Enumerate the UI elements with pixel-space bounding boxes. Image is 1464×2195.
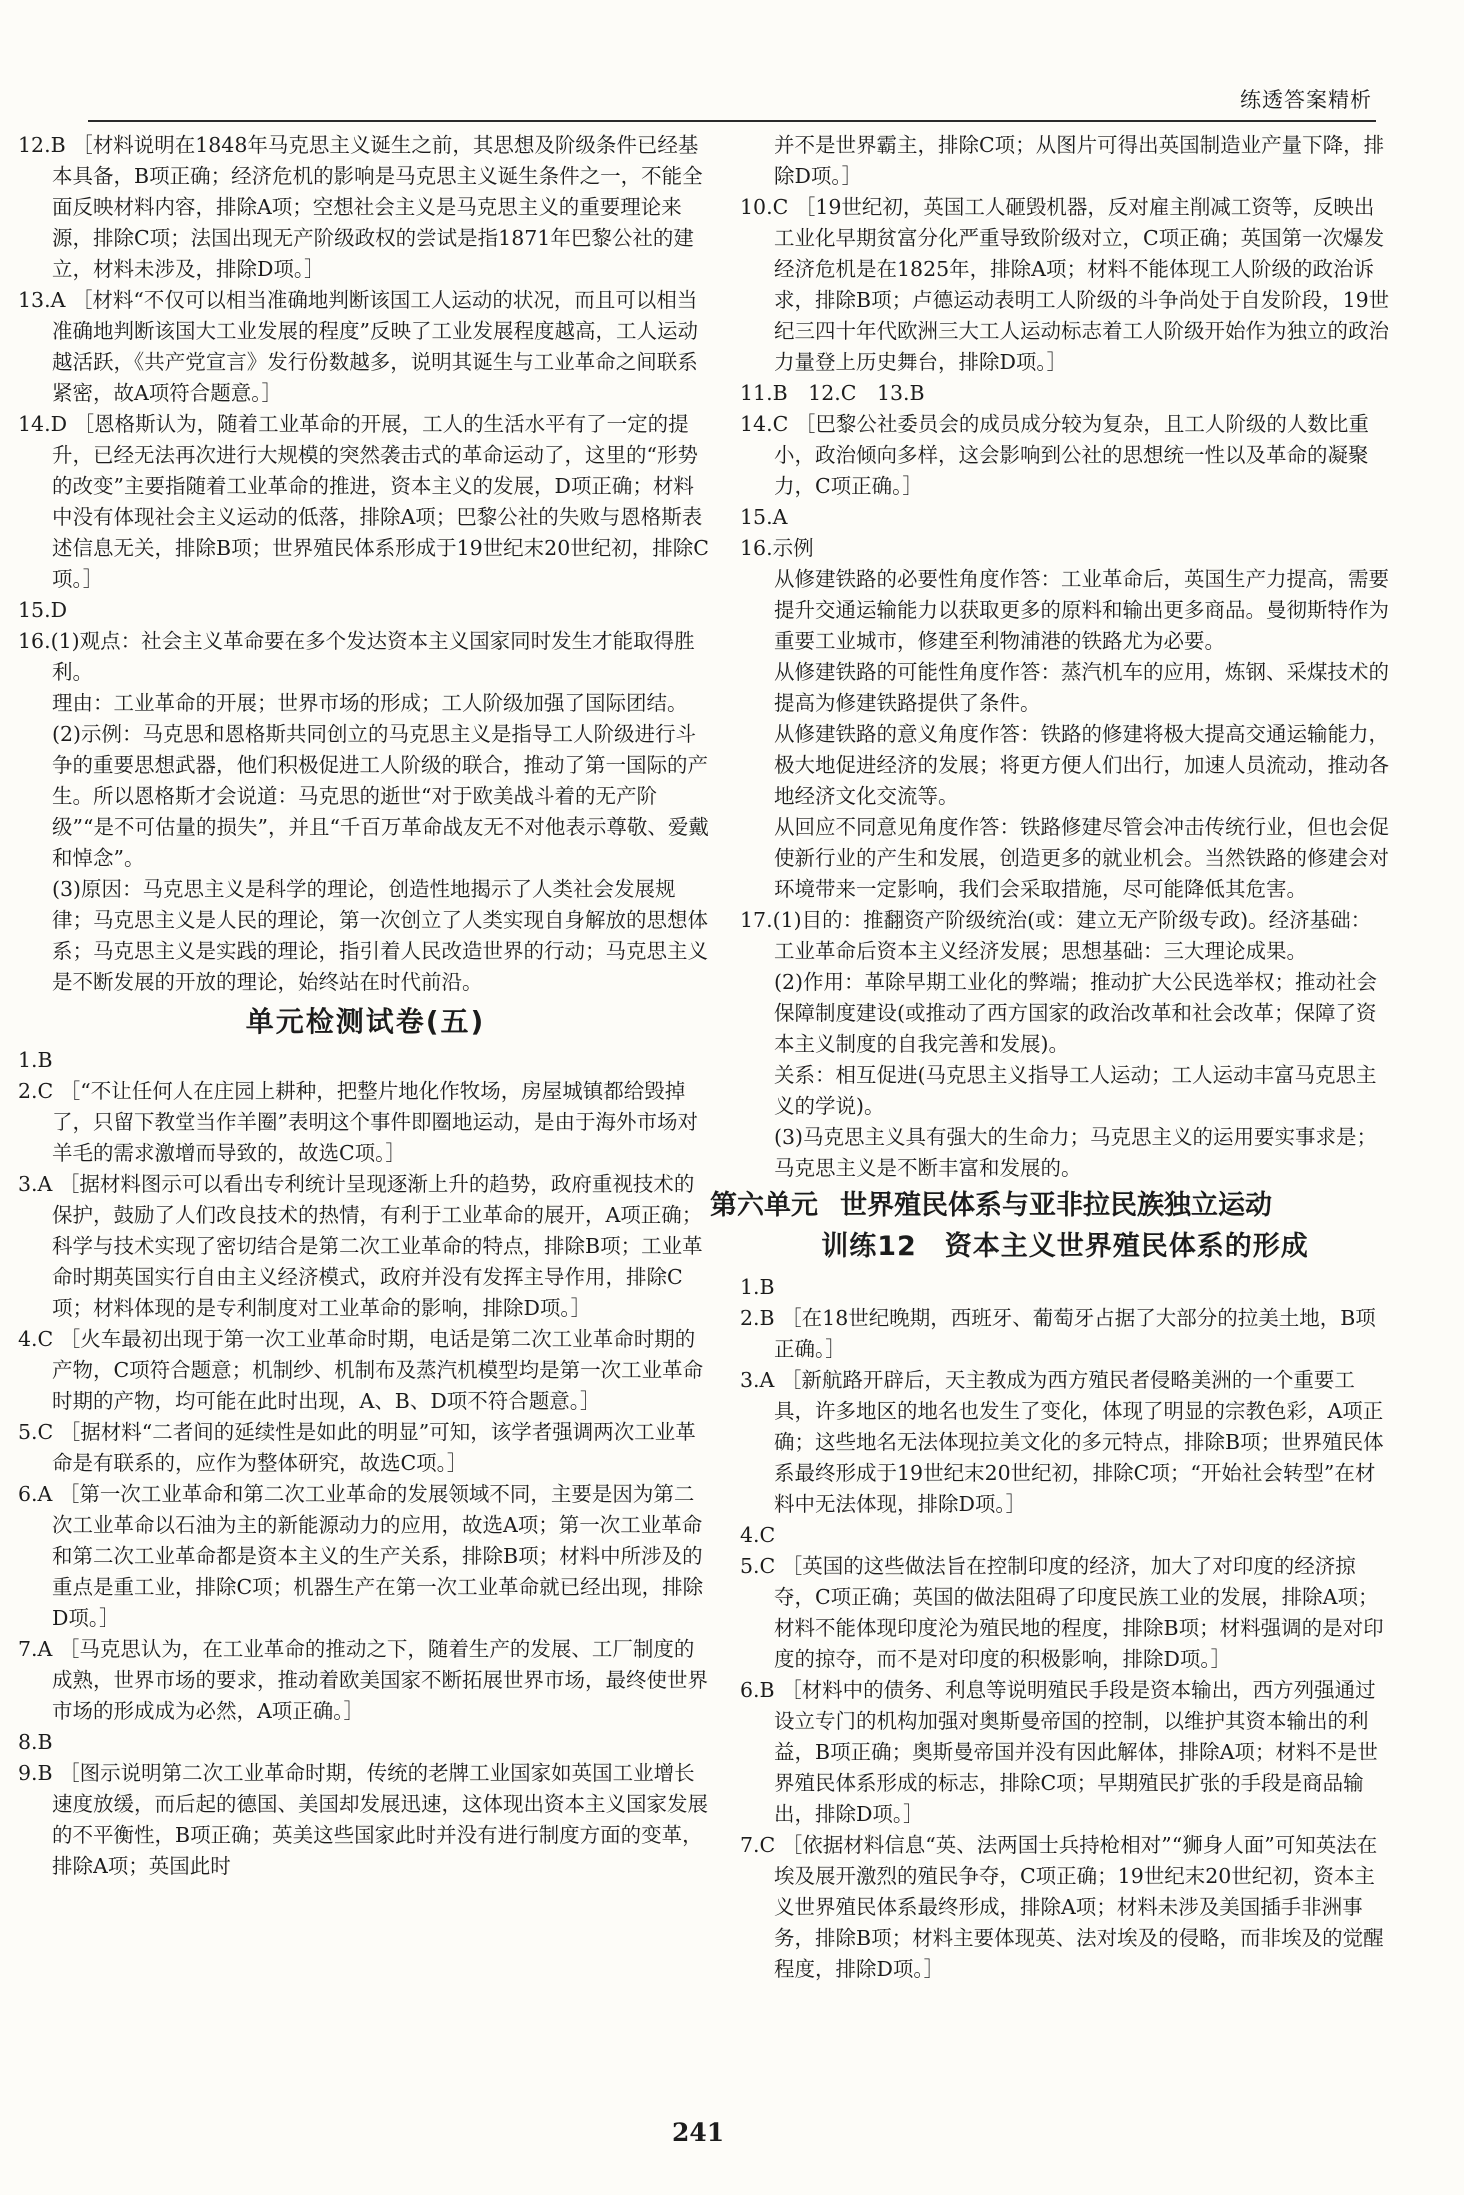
unit-answer-16-p2: 从修建铁路的可能性角度作答：蒸汽机车的应用，炼钢、采煤技术的提高为修建铁路提供了条件。 bbox=[774, 660, 1389, 715]
unit-answer-4: 4.C ［火车最初出现于第一次工业革命时期，电话是第二次工业革命时期的产物，C项符合题意；机制纱、机制布及蒸汽机模型均是第一次工业革命时期的产物，均可能在此时出现，A、B、D项不符合题意。］ bbox=[18, 1327, 704, 1413]
answer-16-reason: 理由：工业革命的开展；世界市场的形成；工人阶级加强了国际团结。 bbox=[52, 691, 688, 715]
unit-answer-10: 10.C ［19世纪初，英国工人砸毁机器，反对雇主削减工资等，反映出工业化早期贫富分化严重导致阶级对立，C项正确；英国第一次爆发经济危机是在1825年，排除A项；材料不能体现工人阶级的政治诉求，排除B项；卢德运动表明工人阶级的斗争尚处于自发阶段，19世纪三四十年代欧洲三大工人运动标志着工人阶级开始作为独立的政治力量登上历史舞台，排除D项。］ bbox=[740, 195, 1390, 374]
page-header-title: 练透答案精析 bbox=[1240, 88, 1372, 112]
answer-16-part3: (3)原因：马克思主义是科学的理论，创造性地揭示了人类社会发展规律；马克思主义是人民的理论，第一次创立了人类实现自身解放的思想体系；马克思主义是实践的理论，指引着人民改造世界的行动；马克思主义是不断发展的开放的理论，始终站在时代前沿。 bbox=[52, 877, 708, 994]
unit-answer-14: 14.C ［巴黎公社委员会的成员成分较为复杂，且工人阶级的人数比重小，政治倾向多样，这会影响到公社的思想统一性以及革命的凝聚力，C项正确。］ bbox=[740, 412, 1369, 498]
unit-answer-17: 17.(1)目的：推翻资产阶级统治(或：建立无产阶级专政)。经济基础：工业革命后资本主义经济发展；思想基础：三大理论成果。 bbox=[740, 908, 1372, 963]
page-number: 241 bbox=[672, 2118, 725, 2147]
chapter-label: 第六单元 bbox=[710, 1190, 818, 1221]
training-label: 训练12 bbox=[821, 1231, 917, 1262]
training-title: 资本主义世界殖民体系的形成 bbox=[944, 1231, 1309, 1262]
training-answer-5: 5.C ［英国的这些做法旨在控制印度的经济，加大了对印度的经济掠夺，C项正确；英国的做法阻碍了印度民族工业的发展，排除A项；材料不能体现印度沦为殖民地的程度，排除B项；材料强调的是对印度的掠夺，而不是对印度的积极影响，排除D项。］ bbox=[740, 1554, 1384, 1671]
unit-answer-17-p2: (2)作用：革除早期工业化的弊端；推动扩大公民选举权；推动社会保障制度建设(或推动了西方国家的政治改革和社会改革；保障了资本主义制度的自我完善和发展)。 bbox=[774, 970, 1378, 1056]
unit-answer-17-relation: 关系：相互促进(马克思主义指导工人运动；工人运动丰富马克思主义的学说)。 bbox=[774, 1063, 1377, 1118]
unit-answer-3: 3.A ［据材料图示可以看出专利统计呈现逐渐上升的趋势，政府重视技术的保护，鼓励了人们改良技术的热情，有利于工业革命的展开，A项正确；科学与技术实现了密切结合是第二次工业革命的特点，排除B项；工业革命时期英国实行自由主义经济模式，政府并没有发挥主导作用，排除C项；材料体现的是专利制度对工业革命的影响，排除D项。］ bbox=[18, 1172, 703, 1320]
answer-12: 12.B ［材料说明在1848年马克思主义诞生之前，其思想及阶级条件已经基本具备，B项正确；经济危机的影响是马克思主义诞生条件之一，不能全面反映材料内容，排除A项；空想社会主义是马克思主义的重要理论来源，排除C项；法国出现无产阶级政权的尝试是指1871年巴黎公社的建立，材料未涉及，排除D项。］ bbox=[18, 133, 703, 281]
unit-answer-2: 2.C ［“不让任何人在庄园上耕种，把整片地化作牧场，房屋城镇都给毁掉了，只留下教堂当作羊圈”表明这个事件即圈地运动，是由于海外市场对羊毛的需求激增而导致的，故选C项。］ bbox=[18, 1079, 698, 1165]
training-heading bbox=[740, 1231, 1390, 1262]
unit-answer-11-13: 11.B 12.C 13.B bbox=[740, 381, 925, 405]
unit-test-title: 单元检测试卷(五) bbox=[245, 1005, 486, 1038]
unit-answer-7: 7.A ［马克思认为，在工业革命的推动之下，随着生产的发展、工厂制度的成熟，世界市场的要求，推动着欧美国家不断拓展世界市场，最终使世界市场的形成成为必然，A项正确。］ bbox=[18, 1637, 708, 1723]
unit-answer-5: 5.C ［据材料“二者间的延续性是如此的明显”可知，该学者强调两次工业革命是有联系的，应作为整体研究，故选C项。］ bbox=[18, 1420, 696, 1475]
training-answer-6: 6.B ［材料中的债务、利息等说明殖民手段是资本输出，西方列强通过设立专门的机构加强对奥斯曼帝国的控制，以维护其资本输出的利益，B项正确；奥斯曼帝国并没有因此解体，排除A项；材料不是世界殖民体系形成的标志，排除C项；早期殖民扩张的手段是商品输出，排除D项。］ bbox=[740, 1678, 1378, 1826]
answer-16: 16.(1)观点：社会主义革命要在多个发达资本主义国家同时发生才能取得胜利。 bbox=[18, 629, 695, 684]
unit-answer-1: 1.B bbox=[18, 1048, 53, 1072]
unit-answer-16-p1: 从修建铁路的必要性角度作答：工业革命后，英国生产力提高，需要提升交通运输能力以获取更多的原料和输出更多商品。曼彻斯特作为重要工业城市，修建至利物浦港的铁路尤为必要。 bbox=[774, 567, 1389, 653]
unit-answer-6: 6.A ［第一次工业革命和第二次工业革命的发展领域不同，主要是因为第二次工业革命以石油为主的新能源动力的应用，故选A项；第一次工业革命和第二次工业革命都是资本主义的生产关系，排除B项；材料中所涉及的重点是重工业，排除C项；机器生产在第一次工业革命就已经出现，排除D项。］ bbox=[18, 1482, 704, 1630]
unit-answer-16-p4: 从回应不同意见角度作答：铁路修建尽管会冲击传统行业，但也会促使新行业的产生和发展，创造更多的就业机会。当然铁路的修建会对环境带来一定影响，我们会采取措施，尽可能降低其危害。 bbox=[774, 815, 1389, 901]
unit-answer-16: 16.示例 bbox=[740, 536, 814, 560]
answer-16-part2: (2)示例：马克思和恩格斯共同创立的马克思主义是指导工人阶级进行斗争的重要思想武器，他们积极促进工人阶级的联合，推动了第一国际的产生。所以恩格斯才会说道：马克思的逝世“对于欧美战斗着的无产阶级”“是不可估量的损失”，并且“千百万革命战友无不对他表示尊敬、爱戴和悼念”。 bbox=[52, 722, 709, 870]
unit-answer-9: 9.B ［图示说明第二次工业革命时期，传统的老牌工业国家如英国工业增长速度放缓，而后起的德国、美国却发展迅速，这体现出资本主义国家发展的不平衡性，B项正确；英美这些国家此时并没有进行制度方面的变革，排除A项；英国此时 bbox=[18, 1761, 708, 1878]
chapter-title: 世界殖民体系与亚非拉民族独立运动 bbox=[840, 1190, 1272, 1221]
unit-answer-17-p3: (3)马克思主义具有强大的生命力；马克思主义的运用要实事求是；马克思主义是不断丰富和发展的。 bbox=[774, 1125, 1378, 1180]
training-answer-3: 3.A ［新航路开辟后，天主教成为西方殖民者侵略美洲的一个重要工具，许多地区的地名也发生了变化，体现了明显的宗教色彩，A项正确；这些地名无法体现拉美文化的多元特点，排除B项；世界殖民体系最终形成于19世纪末20世纪初，排除C项；“开始社会转型”在材料中无法体现，排除D项。］ bbox=[740, 1368, 1384, 1516]
unit-answer-8: 8.B bbox=[18, 1730, 53, 1754]
answer-14: 14.D ［恩格斯认为，随着工业革命的开展，工人的生活水平有了一定的提升，已经无法再次进行大规模的突然袭击式的革命运动了，这里的“形势的改变”主要指随着工业革命的推进，资本主义的发展，D项正确；材料中没有体现社会主义运动的低落，排除A项；巴黎公社的失败与恩格斯表述信息无关，排除B项；世界殖民体系形成于19世纪末20世纪初，排除C项。］ bbox=[18, 412, 709, 591]
training-answer-2: 2.B ［在18世纪晚期，西班牙、葡萄牙占据了大部分的拉美土地，B项正确。］ bbox=[740, 1306, 1376, 1361]
training-answer-7: 7.C ［依据材料信息“英、法两国士兵持枪相对”“狮身人面”可知英法在埃及展开激烈的殖民争夺，C项正确；19世纪末20世纪初，资本主义世界殖民体系最终形成，排除A项；材料未涉及美国插手非洲事务，排除B项；材料主要体现英、法对埃及的侵略，而非埃及的觉醒程度，排除D项。］ bbox=[740, 1833, 1384, 1981]
training-answer-1: 1.B bbox=[740, 1275, 775, 1299]
header-divider bbox=[88, 120, 1376, 122]
left-column bbox=[18, 130, 713, 1882]
chapter-heading bbox=[710, 1190, 1390, 1221]
unit-answer-16-p3: 从修建铁路的意义角度作答：铁路的修建将极大提高交通运输能力，极大地促进经济的发展；将更方便人们出行，加速人员流动，推动各地经济文化交流等。 bbox=[774, 722, 1389, 808]
unit-answer-9-cont: 并不是世界霸主，排除C项；从图片可得出英国制造业产量下降，排除D项。］ bbox=[774, 133, 1385, 188]
answer-13: 13.A ［材料“不仅可以相当准确地判断该国工人运动的状况，而且可以相当准确地判断该国大工业发展的程度”反映了工业发展程度越高，工人运动越活跃，《共产党宣言》发行份数越多，说明其诞生与工业革命之间联系紧密，故A项符合题意。］ bbox=[18, 288, 698, 405]
answer-15: 15.D bbox=[18, 598, 68, 622]
right-column bbox=[710, 130, 1390, 1985]
unit-answer-15: 15.A bbox=[740, 505, 788, 529]
training-answer-4: 4.C bbox=[740, 1523, 776, 1547]
